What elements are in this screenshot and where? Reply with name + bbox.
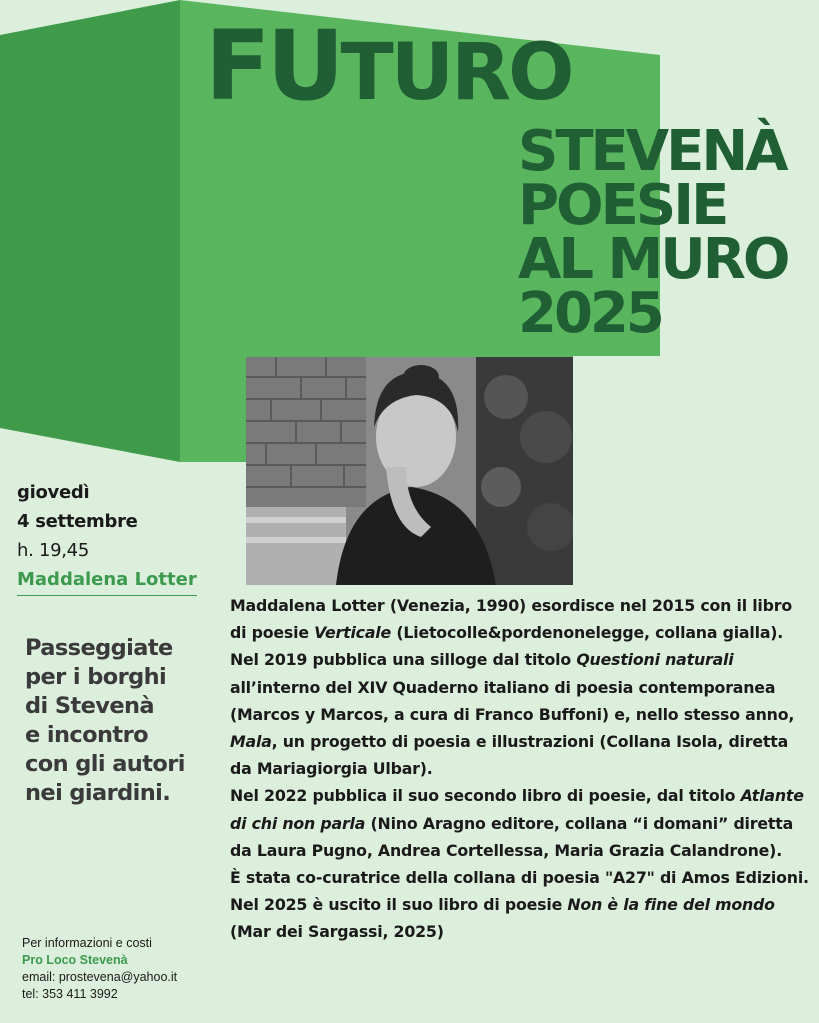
contact-info [22,935,177,1003]
tagline-line: Passeggiate [25,635,173,661]
event-author: Maddalena Lotter [17,565,197,596]
event-day: giovedì [17,482,90,503]
event-subtitle [518,119,788,346]
title-futuro: FUTURO [205,10,572,122]
author-photo [246,357,573,585]
bio-paragraph-1: Maddalena Lotter (Venezia, 1990) esordisce nel 2015 con il libro di poesie Verticale (Lietocolle&pordenonelegge, collana gialla). Nel 2019 pubblica una silloge dal titolo Questioni naturali all’interno del XIV Quaderno italiano di poesia contemporanea (Marcos y Marcos, a cura di Franco Buffoni) e, nello stesso anno, Mala, un progetto di poesia e illustrazioni (Collana Isola, diretta da Mariagiorgia Ulbar). [230,596,795,779]
tagline [25,634,185,808]
tagline-line: di Stevenà [25,693,155,719]
subtitle-line-2: POESIE [518,173,727,238]
event-info [17,478,197,596]
contact-email: email: prostevena@yahoo.it [22,970,178,984]
tagline-line: per i borghi [25,664,167,690]
subtitle-line-4: 2025 [518,281,662,346]
event-date: 4 settembre [17,511,138,532]
contact-org: Pro Loco Stevenà [22,953,128,967]
tagline-line: con gli autori [25,751,185,777]
subtitle-line-1: STEVENÀ [518,119,786,184]
subtitle-line-3: AL MURO [518,227,788,292]
author-biography [230,592,812,946]
tagline-line: e incontro [25,722,148,748]
event-time: h. 19,45 [17,540,89,561]
contact-label: Per informazioni e costi [22,936,152,950]
bio-paragraph-3: È stata co-curatrice della collana di poesia "A27" di Amos Edizioni. Nel 2025 è uscito il suo libro di poesie Non è la fine del mondo (Mar dei Sargassi, 2025) [230,868,809,942]
contact-tel: tel: 353 411 3992 [22,987,118,1001]
bio-paragraph-2: Nel 2022 pubblica il suo secondo libro di poesie, dal titolo Atlante di chi non parla (Nino Aragno editore, collana “i domani” diretta da Laura Pugno, Andrea Cortellessa, Maria Grazia Calandrone). [230,786,804,860]
tagline-line: nei giardini. [25,780,171,806]
